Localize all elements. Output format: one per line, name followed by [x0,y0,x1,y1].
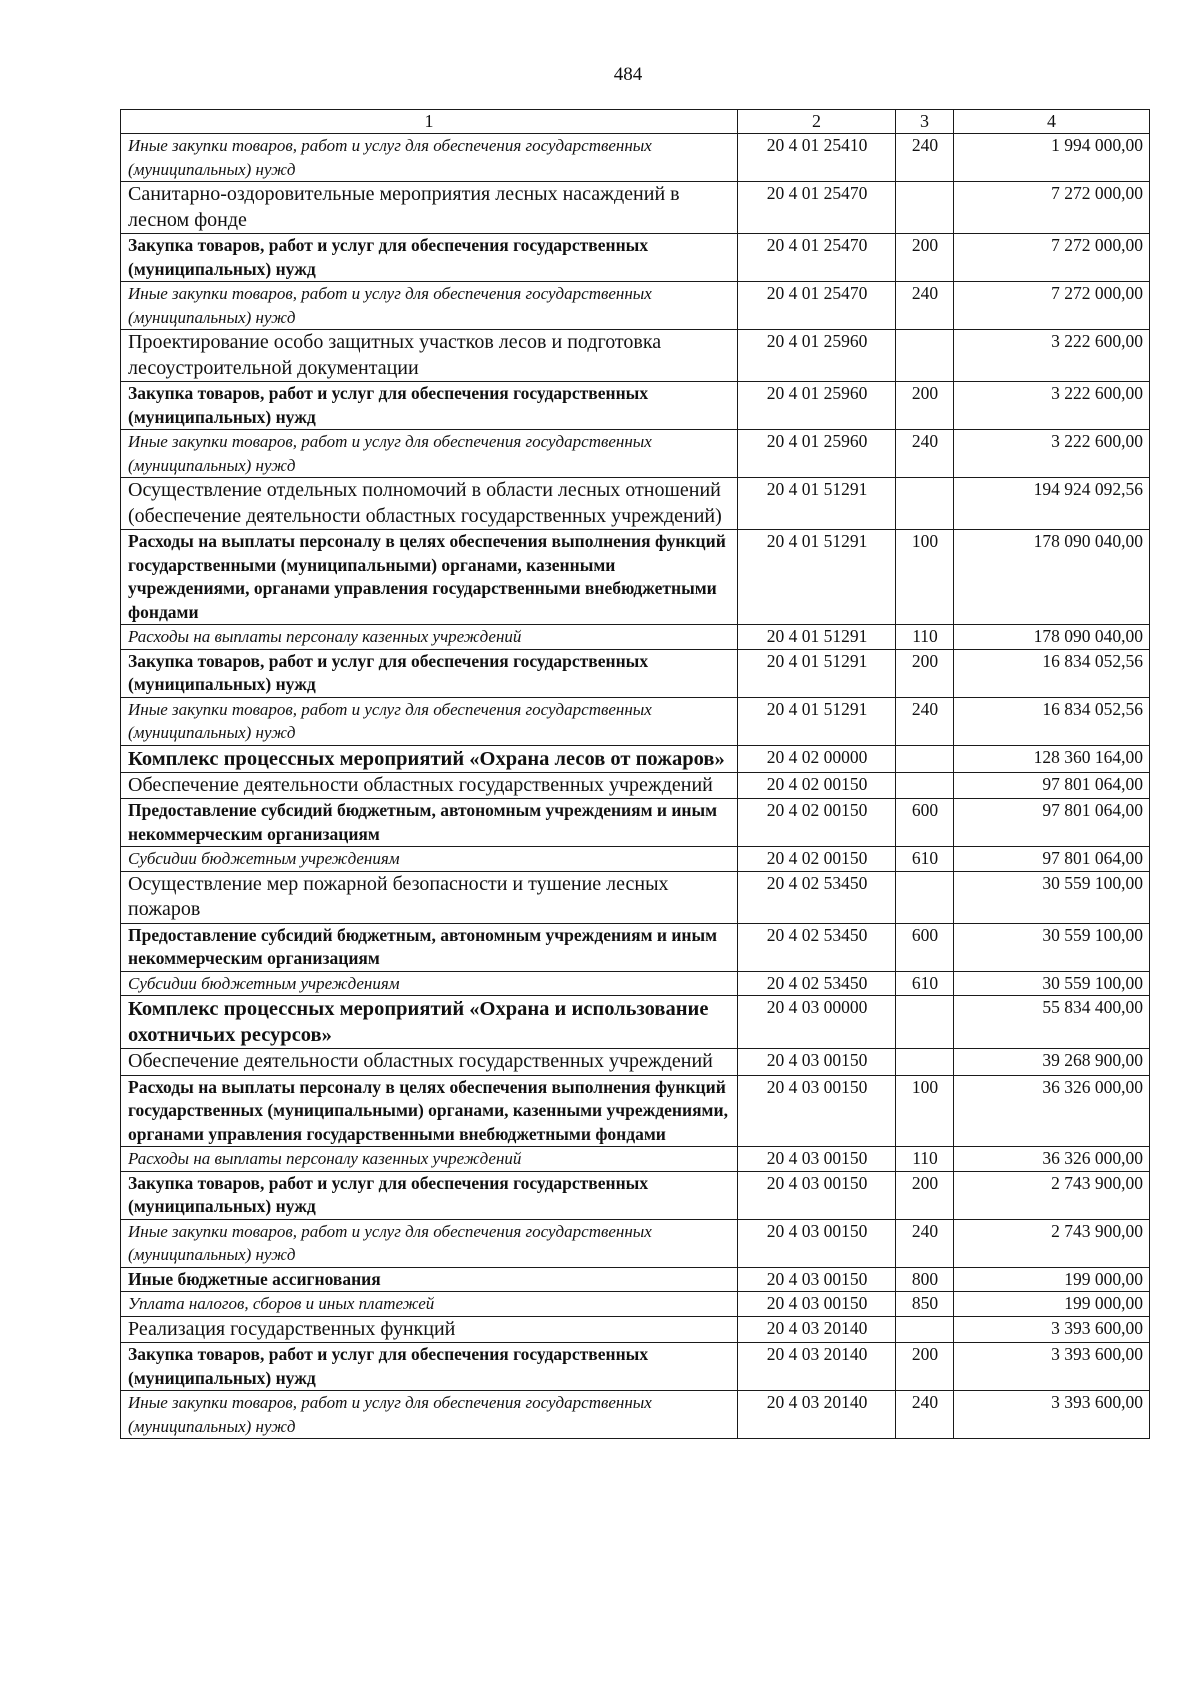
row-amount-cell: 55 834 400,00 [954,996,1150,1049]
row-name-cell: Осуществление мер пожарной безопасности и тушение лесных пожаров [121,871,738,923]
row-type-cell [896,1049,954,1076]
row-amount-cell: 30 559 100,00 [954,871,1150,923]
table-row [121,772,1150,799]
row-name-cell: Закупка товаров, работ и услуг для обеспечения государственных (муниципальных) нужд [121,382,738,430]
row-type-cell: 200 [896,234,954,282]
row-code-cell: 20 4 01 25960 [738,330,896,382]
row-amount-cell: 2 743 900,00 [954,1171,1150,1219]
row-amount-cell: 1 994 000,00 [954,134,1150,182]
row-code-cell: 20 4 03 20140 [738,1391,896,1439]
row-type-cell: 100 [896,1075,954,1147]
column-header-name: 1 [121,110,738,134]
table-row [121,234,1150,282]
row-code-cell: 20 4 01 25960 [738,382,896,430]
row-name-cell: Предоставление субсидий бюджетным, автономным учреждениям и иным некоммерческим организациям [121,923,738,971]
row-amount-cell: 3 222 600,00 [954,430,1150,478]
row-type-cell [896,478,954,530]
row-code-cell: 20 4 02 53450 [738,923,896,971]
table-row [121,1049,1150,1076]
row-type-cell [896,182,954,234]
table-row [121,996,1150,1049]
row-name-cell: Закупка товаров, работ и услуг для обеспечения государственных (муниципальных) нужд [121,1343,738,1391]
row-amount-cell: 39 268 900,00 [954,1049,1150,1076]
row-name-cell: Расходы на выплаты персоналу в целях обеспечения выполнения функций государственных (муниципальными) органами, казенными учреждениями, органами управления государственными внебюджетными фондами [121,1075,738,1147]
row-name-cell: Обеспечение деятельности областных государственных учреждений [121,1049,738,1076]
row-name-cell: Субсидии бюджетным учреждениям [121,971,738,996]
row-amount-cell: 199 000,00 [954,1267,1150,1292]
table-row [121,799,1150,847]
table-row [121,1391,1150,1439]
row-code-cell: 20 4 01 51291 [738,697,896,745]
table-row [121,847,1150,872]
row-type-cell: 240 [896,697,954,745]
table-row [121,382,1150,430]
table-row [121,1316,1150,1343]
row-name-cell: Иные закупки товаров, работ и услуг для обеспечения государственных (муниципальных) нужд [121,282,738,330]
row-type-cell: 240 [896,282,954,330]
row-type-cell: 240 [896,134,954,182]
row-type-cell: 610 [896,847,954,872]
row-code-cell: 20 4 03 00150 [738,1267,896,1292]
table-row [121,1171,1150,1219]
row-name-cell: Закупка товаров, работ и услуг для обеспечения государственных (муниципальных) нужд [121,1171,738,1219]
row-code-cell: 20 4 01 51291 [738,625,896,650]
table-row [121,871,1150,923]
row-code-cell: 20 4 02 00150 [738,799,896,847]
table-row [121,478,1150,530]
row-amount-cell: 16 834 052,56 [954,649,1150,697]
row-code-cell: 20 4 01 51291 [738,530,896,625]
row-code-cell: 20 4 02 00150 [738,847,896,872]
row-type-cell: 100 [896,530,954,625]
row-name-cell: Предоставление субсидий бюджетным, автономным учреждениям и иным некоммерческим организациям [121,799,738,847]
row-name-cell: Субсидии бюджетным учреждениям [121,847,738,872]
table-row [121,697,1150,745]
table-row [121,330,1150,382]
row-code-cell: 20 4 01 25470 [738,282,896,330]
table-row [121,1343,1150,1391]
row-amount-cell: 97 801 064,00 [954,799,1150,847]
row-type-cell: 610 [896,971,954,996]
row-name-cell: Закупка товаров, работ и услуг для обеспечения государственных (муниципальных) нужд [121,234,738,282]
row-amount-cell: 30 559 100,00 [954,923,1150,971]
table-row [121,923,1150,971]
row-amount-cell: 3 393 600,00 [954,1316,1150,1343]
row-type-cell: 240 [896,430,954,478]
row-type-cell: 240 [896,1391,954,1439]
row-code-cell: 20 4 03 00150 [738,1075,896,1147]
table-row [121,282,1150,330]
row-type-cell: 600 [896,799,954,847]
row-name-cell: Уплата налогов, сборов и иных платежей [121,1292,738,1317]
row-code-cell: 20 4 02 53450 [738,971,896,996]
row-code-cell: 20 4 01 51291 [738,478,896,530]
row-type-cell: 200 [896,1343,954,1391]
row-amount-cell: 16 834 052,56 [954,697,1150,745]
row-amount-cell: 97 801 064,00 [954,772,1150,799]
row-name-cell: Реализация государственных функций [121,1316,738,1343]
budget-table [120,109,1150,1439]
row-type-cell: 110 [896,625,954,650]
row-type-cell: 110 [896,1147,954,1172]
row-name-cell: Санитарно-оздоровительные мероприятия лесных насаждений в лесном фонде [121,182,738,234]
row-amount-cell: 7 272 000,00 [954,234,1150,282]
row-code-cell: 20 4 03 00150 [738,1171,896,1219]
table-row [121,430,1150,478]
row-name-cell: Расходы на выплаты персоналу казенных учреждений [121,625,738,650]
table-body [121,134,1150,1439]
table-row [121,134,1150,182]
row-code-cell: 20 4 01 25470 [738,182,896,234]
row-amount-cell: 7 272 000,00 [954,282,1150,330]
row-type-cell: 800 [896,1267,954,1292]
table-row [121,530,1150,625]
table-row [121,1267,1150,1292]
column-header-row [121,110,1150,134]
row-name-cell: Иные закупки товаров, работ и услуг для обеспечения государственных (муниципальных) нужд [121,697,738,745]
row-type-cell: 850 [896,1292,954,1317]
row-type-cell: 200 [896,1171,954,1219]
table-row [121,1292,1150,1317]
table-row [121,1147,1150,1172]
row-name-cell: Комплекс процессных мероприятий «Охрана лесов от пожаров» [121,745,738,772]
row-amount-cell: 199 000,00 [954,1292,1150,1317]
row-amount-cell: 2 743 900,00 [954,1219,1150,1267]
column-header-type: 3 [896,110,954,134]
row-name-cell: Закупка товаров, работ и услуг для обеспечения государственных (муниципальных) нужд [121,649,738,697]
row-code-cell: 20 4 03 00150 [738,1049,896,1076]
row-amount-cell: 97 801 064,00 [954,847,1150,872]
table-row [121,1219,1150,1267]
row-amount-cell: 30 559 100,00 [954,971,1150,996]
row-amount-cell: 3 222 600,00 [954,330,1150,382]
row-name-cell: Иные закупки товаров, работ и услуг для обеспечения государственных (муниципальных) нужд [121,134,738,182]
row-code-cell: 20 4 03 00150 [738,1219,896,1267]
row-name-cell: Иные закупки товаров, работ и услуг для обеспечения государственных (муниципальных) нужд [121,430,738,478]
row-code-cell: 20 4 01 25410 [738,134,896,182]
row-type-cell [896,1316,954,1343]
row-code-cell: 20 4 03 20140 [738,1343,896,1391]
row-name-cell: Расходы на выплаты персоналу казенных учреждений [121,1147,738,1172]
row-type-cell: 240 [896,1219,954,1267]
row-name-cell: Иные бюджетные ассигнования [121,1267,738,1292]
row-amount-cell: 128 360 164,00 [954,745,1150,772]
row-name-cell: Иные закупки товаров, работ и услуг для обеспечения государственных (муниципальных) нужд [121,1391,738,1439]
row-type-cell [896,330,954,382]
table-row [121,625,1150,650]
table-row [121,745,1150,772]
row-code-cell: 20 4 03 20140 [738,1316,896,1343]
page-number: 484 [613,64,643,85]
row-amount-cell: 3 222 600,00 [954,382,1150,430]
row-code-cell: 20 4 01 51291 [738,649,896,697]
row-name-cell: Обеспечение деятельности областных государственных учреждений [121,772,738,799]
row-type-cell [896,871,954,923]
row-type-cell: 200 [896,649,954,697]
row-amount-cell: 3 393 600,00 [954,1343,1150,1391]
row-type-cell [896,996,954,1049]
table-row [121,182,1150,234]
row-code-cell: 20 4 02 00000 [738,745,896,772]
row-type-cell: 600 [896,923,954,971]
row-name-cell: Осуществление отдельных полномочий в области лесных отношений (обеспечение деятельности областных государственных учреждений) [121,478,738,530]
row-name-cell: Расходы на выплаты персоналу в целях обеспечения выполнения функций государственными (муниципальными) органами, казенными учреждениями, органами управления государственными внебюджетными фондами [121,530,738,625]
table-row [121,649,1150,697]
row-code-cell: 20 4 03 00150 [738,1147,896,1172]
table-row [121,971,1150,996]
table-row [121,1075,1150,1147]
row-amount-cell: 178 090 040,00 [954,625,1150,650]
row-code-cell: 20 4 03 00150 [738,1292,896,1317]
row-name-cell: Иные закупки товаров, работ и услуг для обеспечения государственных (муниципальных) нужд [121,1219,738,1267]
row-amount-cell: 178 090 040,00 [954,530,1150,625]
row-code-cell: 20 4 02 53450 [738,871,896,923]
column-header-amount: 4 [954,110,1150,134]
row-code-cell: 20 4 01 25960 [738,430,896,478]
row-amount-cell: 36 326 000,00 [954,1147,1150,1172]
row-code-cell: 20 4 03 00000 [738,996,896,1049]
row-code-cell: 20 4 01 25470 [738,234,896,282]
row-name-cell: Проектирование особо защитных участков лесов и подготовка лесоустроительной документации [121,330,738,382]
column-header-code: 2 [738,110,896,134]
row-type-cell [896,745,954,772]
row-amount-cell: 7 272 000,00 [954,182,1150,234]
row-type-cell: 200 [896,382,954,430]
row-code-cell: 20 4 02 00150 [738,772,896,799]
row-amount-cell: 3 393 600,00 [954,1391,1150,1439]
row-amount-cell: 36 326 000,00 [954,1075,1150,1147]
row-type-cell [896,772,954,799]
row-name-cell: Комплекс процессных мероприятий «Охрана и использование охотничьих ресурсов» [121,996,738,1049]
row-amount-cell: 194 924 092,56 [954,478,1150,530]
